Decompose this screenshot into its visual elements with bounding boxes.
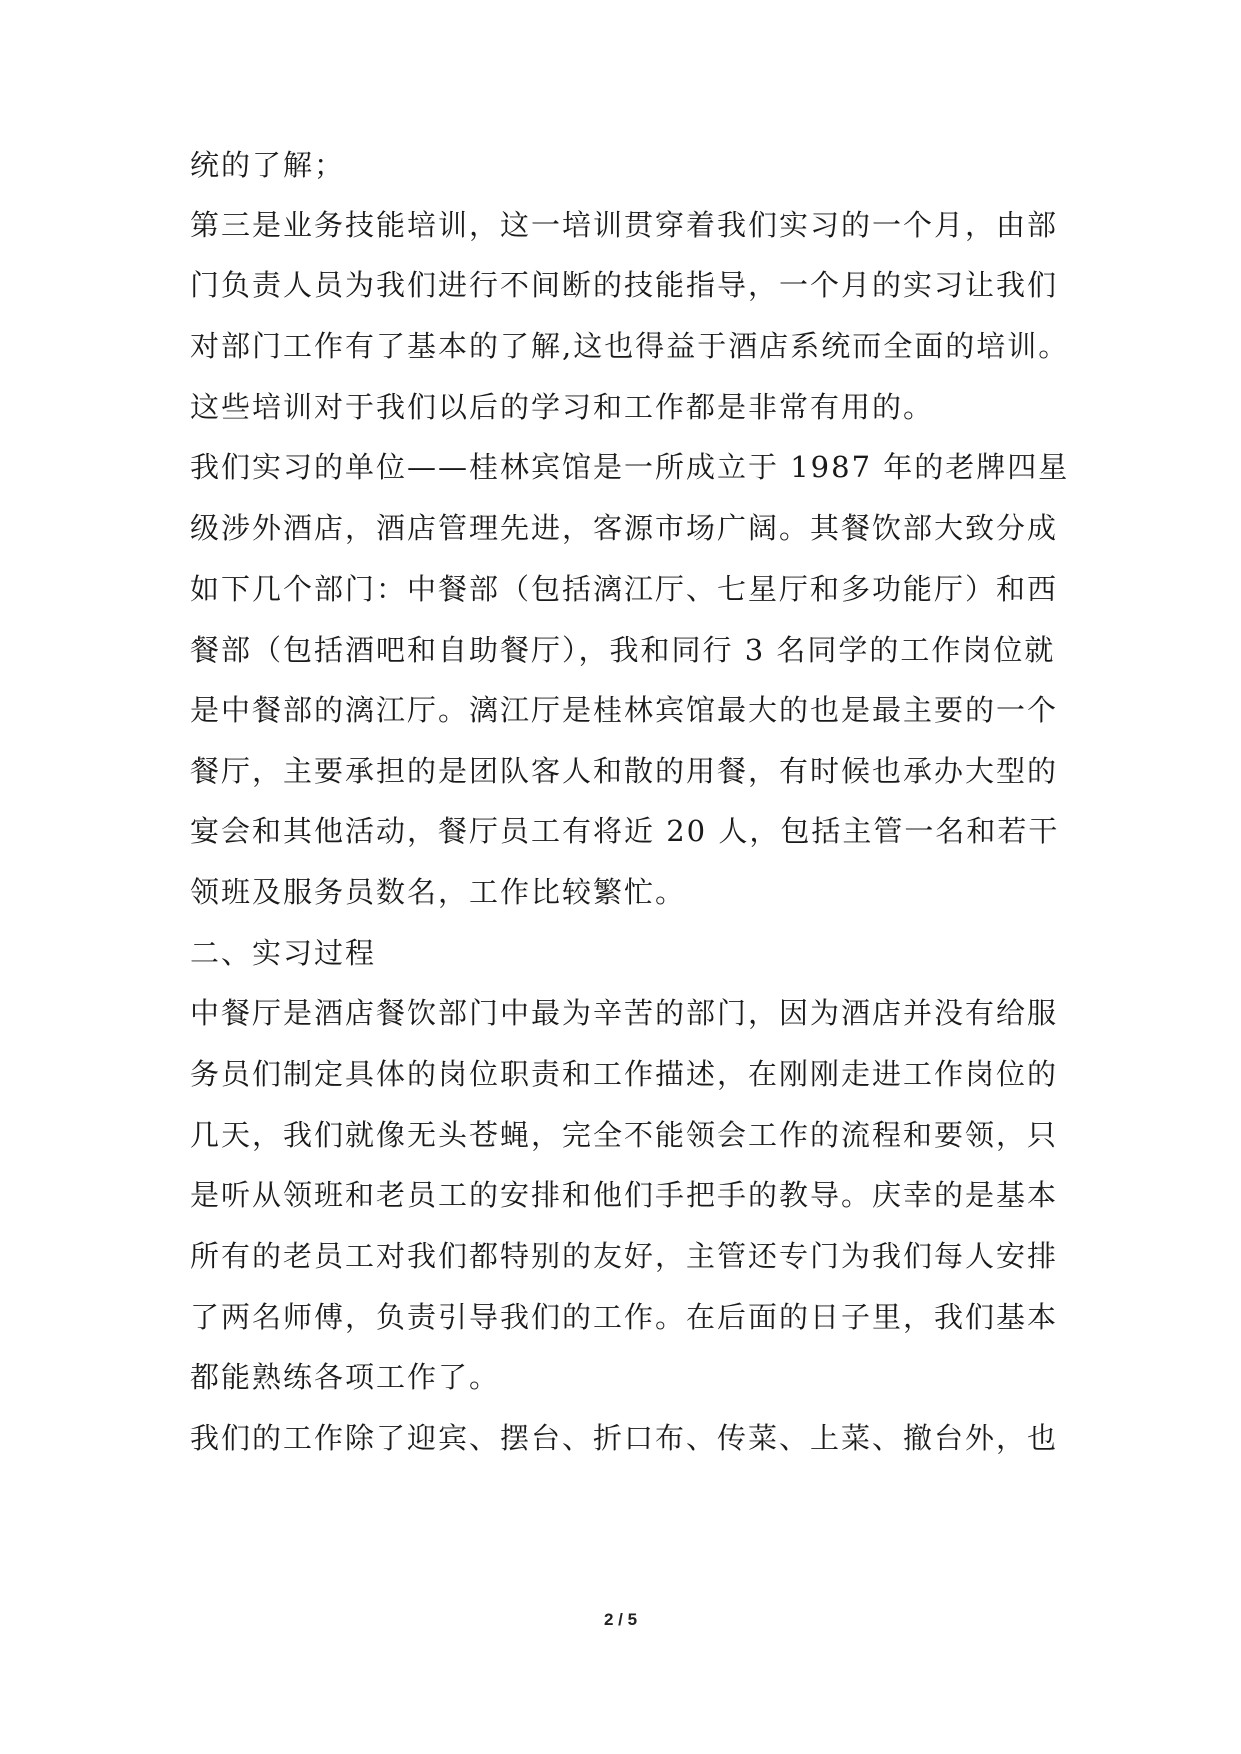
text-line: 如下几个部门：中餐部（包括漓江厅、七星厅和多功能厅）和西 bbox=[190, 572, 1059, 606]
text-line: 都能熟练各项工作了。 bbox=[190, 1360, 501, 1394]
text-line: 务员们制定具体的岗位职责和工作描述，在刚刚走进工作岗位的 bbox=[190, 1057, 1059, 1091]
text-line: 我们实习的单位——桂林宾馆是一所成立于 1987 年的老牌四星 bbox=[190, 450, 1070, 484]
text-line: 门负责人员为我们进行不间断的技能指导，一个月的实习让我们 bbox=[190, 268, 1059, 302]
section-heading: 二、实习过程 bbox=[190, 936, 377, 970]
text-line: 餐厅，主要承担的是团队客人和散的用餐，有时候也承办大型的 bbox=[190, 754, 1059, 788]
page-number: 2 / 5 bbox=[603, 1610, 638, 1629]
text-line: 中餐厅是酒店餐饮部门中最为辛苦的部门，因为酒店并没有给服 bbox=[190, 996, 1059, 1030]
text-line: 了两名师傅，负责引导我们的工作。在后面的日子里，我们基本 bbox=[190, 1300, 1059, 1334]
text-line: 统的了解； bbox=[190, 148, 346, 182]
text-line: 级涉外酒店，酒店管理先进，客源市场广阔。其餐饮部大致分成 bbox=[190, 511, 1059, 545]
text-line: 第三是业务技能培训，这一培训贯穿着我们实习的一个月，由部 bbox=[190, 208, 1059, 242]
text-line: 我们的工作除了迎宾、摆台、折口布、传菜、上菜、撤台外，也 bbox=[190, 1421, 1059, 1455]
text-line: 这些培训对于我们以后的学习和工作都是非常有用的。 bbox=[190, 390, 935, 424]
text-line: 餐部（包括酒吧和自助餐厅），我和同行 3 名同学的工作岗位就 bbox=[190, 633, 1056, 667]
text-line: 对部门工作有了基本的了解,这也得益于酒店系统而全面的培训。 bbox=[190, 329, 1070, 363]
text-line: 几天，我们就像无头苍蝇，完全不能领会工作的流程和要领，只 bbox=[190, 1118, 1059, 1152]
text-line: 宴会和其他活动，餐厅员工有将近 20 人，包括主管一名和若干 bbox=[190, 814, 1060, 848]
text-line: 是听从领班和老员工的安排和他们手把手的教导。庆幸的是基本 bbox=[190, 1178, 1059, 1212]
text-line: 是中餐部的漓江厅。漓江厅是桂林宾馆最大的也是最主要的一个 bbox=[190, 693, 1059, 727]
text-line: 领班及服务员数名，工作比较繁忙。 bbox=[190, 875, 687, 909]
text-line: 所有的老员工对我们都特别的友好，主管还专门为我们每人安排 bbox=[190, 1239, 1059, 1273]
